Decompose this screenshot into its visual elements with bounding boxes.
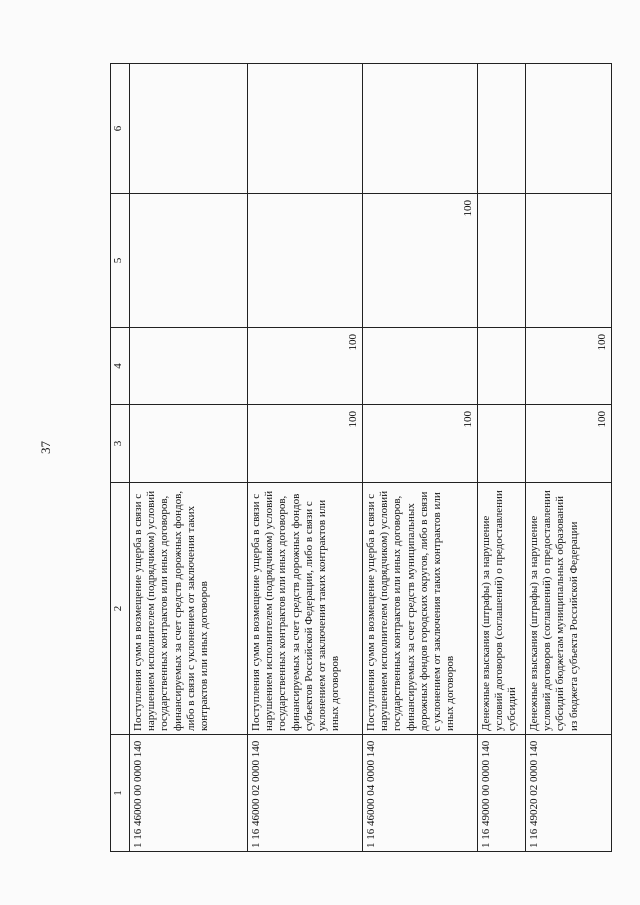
page-number: 37 (38, 441, 53, 454)
row-name: Денежные взыскания (штрафы) за нарушение условий договоров (соглашений) о предоставлении субсидий (478, 483, 526, 735)
cell-col5 (526, 194, 612, 328)
column-header: 5 (111, 194, 130, 328)
table-row (363, 64, 478, 852)
cell-col4: 100 (526, 328, 612, 405)
cell-col5 (130, 194, 248, 328)
cell-col6 (130, 64, 248, 194)
cell-col4 (363, 328, 478, 405)
cell-col3 (478, 405, 526, 483)
cell-col4 (478, 328, 526, 405)
row-name: Денежные взыскания (штрафы) за нарушение условий договоров (соглашений) о предоставлении субсидий бюджетам муниципальных образований из бюджета субъекта Российской Федерации (526, 483, 612, 735)
row-code: 1 16 46000 00 0000 140 (130, 735, 248, 852)
revenue-codes-table (110, 63, 612, 852)
cell-col6 (526, 64, 612, 194)
cell-col5: 100 (363, 194, 478, 328)
row-code: 1 16 49000 00 0000 140 (478, 735, 526, 852)
table-row (248, 64, 363, 852)
rotated-table-container (110, 64, 612, 852)
cell-col6 (248, 64, 363, 194)
row-code: 1 16 49020 02 0000 140 (526, 735, 612, 852)
table-row (526, 64, 612, 852)
cell-col4 (130, 328, 248, 405)
cell-col6 (363, 64, 478, 194)
cell-col3: 100 (363, 405, 478, 483)
cell-col5 (478, 194, 526, 328)
cell-col3: 100 (248, 405, 363, 483)
row-code: 1 16 46000 02 0000 140 (248, 735, 363, 852)
column-header: 6 (111, 64, 130, 194)
cell-col3 (130, 405, 248, 483)
column-header: 3 (111, 405, 130, 483)
column-number-row (111, 64, 130, 852)
column-header: 1 (111, 735, 130, 852)
column-header: 4 (111, 328, 130, 405)
column-header: 2 (111, 483, 130, 735)
row-name: Поступления сумм в возмещение ущерба в связи с нарушением исполнителем (подрядчиком) условий государственных контрактов или иных договоров, финансируемых за счет средств дорожных фондов, либо в связи с уклонением от заключения таких контрактов или иных договоров (130, 483, 248, 735)
row-name: Поступления сумм в возмещение ущерба в связи с нарушением исполнителем (подрядчиком) условий государственных контрактов или иных договоров, финансируемых за счет средств муниципальных дорожных фондов городских округов, либо в связи с уклонением от заключения таких контрактов или иных договоров (363, 483, 478, 735)
table-row (130, 64, 248, 852)
row-name: Поступления сумм в возмещение ущерба в связи с нарушением исполнителем (подрядчиком) условий государственных контрактов или иных договоров, финансируемых за счет средств дорожных фондов субъектов Российской Федерации, либо в связи с уклонением от заключения таких контрактов или иных договоров (248, 483, 363, 735)
cell-col3: 100 (526, 405, 612, 483)
table-row (478, 64, 526, 852)
cell-col5 (248, 194, 363, 328)
cell-col4: 100 (248, 328, 363, 405)
cell-col6 (478, 64, 526, 194)
row-code: 1 16 46000 04 0000 140 (363, 735, 478, 852)
